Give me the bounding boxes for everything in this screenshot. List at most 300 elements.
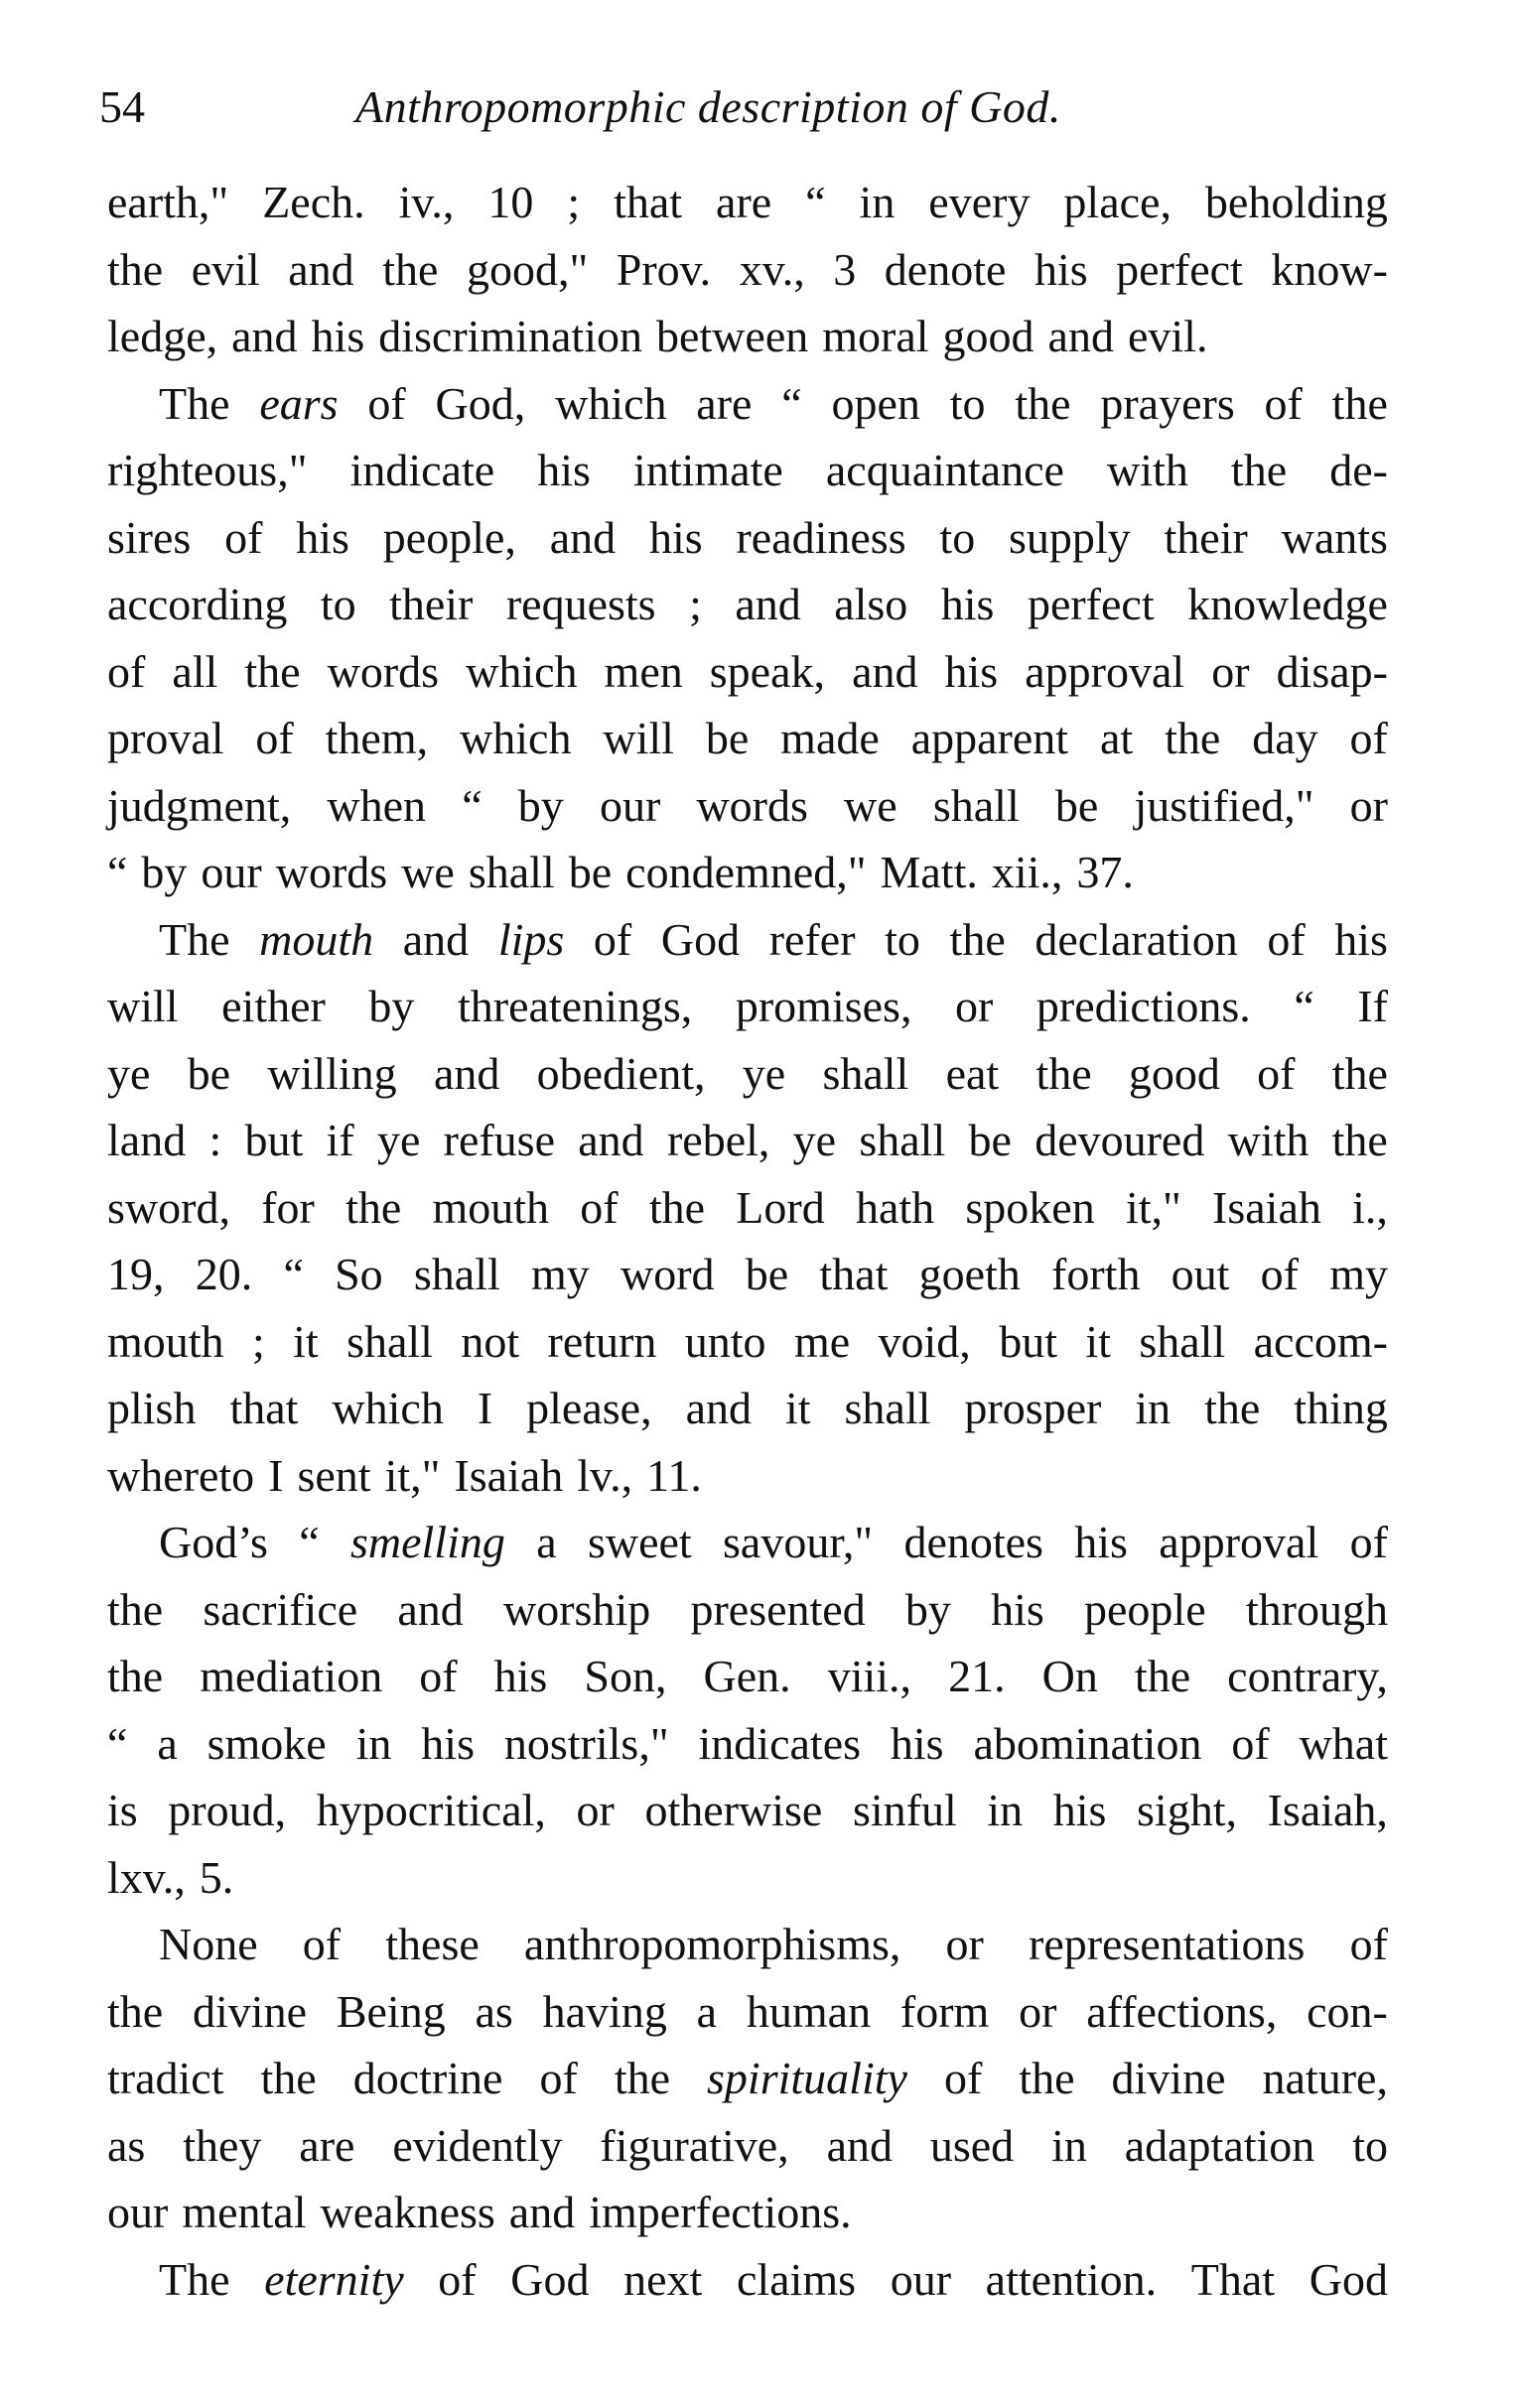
- word: smelling: [349, 1517, 505, 1567]
- word: be: [705, 713, 750, 763]
- word: That: [1190, 2253, 1276, 2305]
- word: intimate: [633, 445, 783, 495]
- word: in: [355, 1717, 392, 1769]
- word: justified,": [1134, 779, 1314, 831]
- running-title: Anthropomorphic description of God.: [355, 81, 1061, 132]
- word: will: [107, 981, 179, 1031]
- word: by: [904, 1583, 951, 1635]
- word: the: [107, 243, 164, 295]
- word: which: [466, 645, 578, 697]
- word: it: [784, 1383, 811, 1433]
- word: iv.,: [398, 177, 455, 227]
- text-line: [107, 1375, 1388, 1442]
- word: prosper: [964, 1383, 1102, 1433]
- word: are: [299, 2119, 355, 2171]
- word: God: [660, 913, 741, 965]
- word: judgment,: [107, 779, 292, 831]
- word: be: [568, 847, 613, 897]
- word: requests: [505, 579, 656, 629]
- word: or: [1019, 1985, 1057, 2037]
- word: supply: [1009, 511, 1131, 563]
- word: also: [834, 579, 908, 629]
- text-line: [107, 1911, 1388, 1978]
- word: ledge,: [107, 311, 218, 361]
- word: are: [716, 177, 772, 227]
- word: lxv.,: [107, 1851, 186, 1903]
- word: viii.,: [827, 1651, 912, 1701]
- word: we: [844, 779, 897, 831]
- word: good: [942, 311, 1034, 361]
- word: earth,": [107, 177, 229, 227]
- word: be: [745, 1249, 789, 1299]
- word: weakness: [320, 2187, 495, 2237]
- word: sent: [297, 1449, 371, 1501]
- word: of: [1264, 377, 1303, 429]
- word: is: [107, 1785, 138, 1835]
- word: his: [991, 1583, 1044, 1635]
- word: his: [940, 579, 995, 629]
- word: form: [899, 1985, 990, 2037]
- word: of: [1260, 1249, 1299, 1299]
- word: his: [1052, 1785, 1107, 1835]
- page-header: [99, 77, 1390, 147]
- word: sweet: [587, 1517, 692, 1567]
- word: 10: [487, 177, 534, 227]
- word: ears: [259, 377, 339, 429]
- word: “: [1294, 981, 1314, 1031]
- word: Lord: [736, 1181, 825, 1233]
- word: approval: [1025, 645, 1185, 697]
- word: it: [1085, 1315, 1111, 1367]
- text-line: [107, 2246, 1388, 2314]
- word: attention.: [985, 2253, 1158, 2305]
- word: in: [859, 177, 896, 227]
- word: predictions.: [1035, 981, 1251, 1031]
- word: eternity: [264, 2253, 404, 2305]
- word: his: [493, 1651, 548, 1701]
- word: I: [268, 1449, 284, 1501]
- word: the: [1331, 1047, 1388, 1099]
- word: to: [949, 377, 986, 429]
- word: anthropomorphisms,: [523, 1919, 901, 1969]
- word: and: [508, 2187, 576, 2237]
- word: and: [433, 1047, 500, 1099]
- word: men: [604, 645, 683, 697]
- text-line: [107, 2045, 1388, 2112]
- word: contrary,: [1227, 1651, 1388, 1701]
- word: claims: [736, 2253, 857, 2305]
- word: which: [555, 377, 667, 429]
- word: of: [943, 2053, 983, 2103]
- word: Son,: [584, 1651, 667, 1701]
- word: willing: [267, 1047, 397, 1099]
- word: divine: [193, 1985, 307, 2037]
- word: denote: [884, 243, 1007, 295]
- word: sight,: [1137, 1785, 1237, 1835]
- word: shall: [822, 1047, 909, 1099]
- word: with: [1107, 445, 1188, 495]
- text-line: [107, 571, 1388, 638]
- word: the: [1204, 1383, 1261, 1433]
- word: return: [547, 1315, 657, 1367]
- word: indicates: [698, 1717, 862, 1769]
- word: his: [1034, 243, 1088, 295]
- word: shall: [346, 1315, 433, 1367]
- word: but: [244, 1115, 304, 1165]
- word: as: [107, 2119, 146, 2171]
- word: devoured: [1034, 1115, 1205, 1165]
- word: divine: [1111, 2053, 1226, 2103]
- word: otherwise: [644, 1785, 823, 1835]
- word: ye: [742, 1047, 786, 1099]
- word: that: [229, 1383, 299, 1433]
- word: people: [1084, 1583, 1206, 1635]
- word: If: [1357, 981, 1388, 1031]
- text-line: [107, 1710, 1388, 1778]
- text-line: [107, 504, 1388, 572]
- word: shall: [859, 1115, 946, 1165]
- word: his: [648, 511, 703, 563]
- word: our: [890, 2253, 952, 2305]
- word: mediation: [200, 1651, 383, 1701]
- word: accom-: [1253, 1315, 1388, 1367]
- word: God: [510, 2253, 590, 2305]
- word: speak,: [709, 645, 826, 697]
- word: the: [107, 1583, 164, 1635]
- word: Prov.: [616, 243, 712, 295]
- word: perfect: [1027, 579, 1155, 629]
- word: my: [531, 1249, 590, 1299]
- word: we: [401, 847, 455, 897]
- word: savour,": [723, 1517, 874, 1567]
- word: nature,: [1262, 2053, 1388, 2103]
- text-line: [107, 1643, 1388, 1710]
- word: refer: [768, 913, 856, 965]
- word: good,": [466, 243, 589, 295]
- word: shall: [1139, 1315, 1226, 1367]
- word: day: [1252, 713, 1318, 763]
- word: made: [780, 713, 880, 763]
- word: please,: [526, 1383, 652, 1433]
- word: the: [1019, 2053, 1075, 2103]
- word: words: [696, 779, 808, 831]
- word: which: [332, 1383, 444, 1433]
- word: his: [296, 511, 349, 563]
- word: :: [208, 1115, 222, 1165]
- word: either: [221, 981, 326, 1031]
- text-line: [107, 370, 1388, 438]
- word: his: [1074, 1517, 1128, 1567]
- word: or: [945, 1919, 984, 1969]
- word: they: [183, 2119, 262, 2171]
- word: be: [1054, 779, 1099, 831]
- word: at: [1099, 713, 1134, 763]
- word: plish: [107, 1383, 197, 1433]
- word: whereto: [107, 1449, 255, 1501]
- word: perfect: [1116, 243, 1243, 295]
- word: of: [539, 2053, 578, 2103]
- word: prayers: [1100, 377, 1235, 429]
- word: or: [955, 981, 994, 1031]
- word: of: [224, 511, 263, 563]
- word: On: [1041, 1651, 1098, 1701]
- word: and: [852, 645, 918, 697]
- word: of: [1257, 1047, 1296, 1099]
- word: the: [1331, 1115, 1388, 1165]
- word: xv.,: [739, 243, 805, 295]
- word: moral: [822, 311, 929, 361]
- word: thing: [1294, 1383, 1388, 1433]
- text-line: [107, 437, 1388, 504]
- word: the: [614, 2053, 671, 2103]
- word: as: [475, 1985, 513, 2037]
- text-line: [107, 906, 1388, 974]
- word: of: [255, 713, 294, 763]
- word: the: [244, 645, 301, 697]
- word: beholding: [1204, 177, 1388, 227]
- word: Isaiah: [454, 1449, 564, 1501]
- word: if: [326, 1115, 354, 1165]
- text-line: [107, 1308, 1388, 1376]
- word: lips: [497, 913, 565, 965]
- word: Isaiah: [1212, 1181, 1321, 1233]
- text-line: [107, 705, 1388, 772]
- word: through: [1245, 1583, 1388, 1635]
- word: out: [1171, 1249, 1230, 1299]
- word: his: [421, 1717, 475, 1769]
- word: and: [685, 1383, 752, 1433]
- word: them,: [325, 713, 429, 763]
- word: ye: [376, 1115, 421, 1165]
- word: between: [655, 311, 809, 361]
- word: of: [580, 1181, 619, 1233]
- word: and: [549, 511, 617, 563]
- word: tradict: [107, 2053, 224, 2103]
- word: The: [159, 2253, 230, 2305]
- word: are: [696, 377, 753, 429]
- word: “: [781, 377, 802, 429]
- word: the: [1035, 1047, 1092, 1099]
- word: of: [1349, 713, 1388, 763]
- word: our: [201, 847, 262, 897]
- word: of: [367, 377, 406, 429]
- word: me: [793, 1315, 851, 1367]
- word: his: [944, 645, 999, 697]
- word: 37.: [1076, 847, 1134, 897]
- word: that: [819, 1249, 889, 1299]
- word: or: [576, 1785, 615, 1835]
- word: ;: [689, 579, 702, 629]
- word: what: [1299, 1717, 1388, 1769]
- word: con-: [1307, 1985, 1388, 2037]
- text-line: [107, 1509, 1388, 1576]
- word: in: [1135, 1383, 1172, 1433]
- word: readiness: [736, 511, 906, 563]
- word: God’s: [159, 1517, 268, 1567]
- word: by: [517, 779, 564, 831]
- word: spoken: [965, 1181, 1095, 1233]
- word: righteous,": [107, 445, 308, 495]
- text-line: [107, 973, 1388, 1040]
- word: evidently: [392, 2119, 563, 2171]
- word: discrimination: [378, 311, 642, 361]
- word: and: [231, 311, 298, 361]
- word: for: [261, 1181, 315, 1233]
- word: evil: [191, 243, 260, 295]
- word: place,: [1063, 177, 1172, 227]
- word: the: [1134, 1651, 1191, 1701]
- word: the: [1015, 377, 1071, 429]
- word: of: [593, 913, 632, 965]
- word: worship: [503, 1583, 651, 1635]
- word: a: [157, 1717, 178, 1769]
- word: by: [141, 847, 188, 897]
- word: refuse: [443, 1115, 555, 1165]
- word: God,: [435, 377, 526, 429]
- word: sacrifice: [203, 1583, 358, 1635]
- word: 3: [833, 243, 857, 295]
- word: ;: [567, 177, 581, 227]
- word: doctrine: [352, 2053, 503, 2103]
- word: mouth: [259, 913, 374, 965]
- text-line: [107, 1040, 1388, 1108]
- word: know-: [1271, 243, 1388, 295]
- text-line: [107, 236, 1388, 304]
- word: a: [696, 1985, 718, 2037]
- word: which: [460, 713, 572, 763]
- word: knowledge: [1187, 579, 1388, 629]
- word: condemned,": [625, 847, 867, 897]
- word: or: [1349, 779, 1388, 831]
- word: unto: [684, 1315, 766, 1367]
- word: imperfections.: [589, 2187, 852, 2237]
- word: “: [107, 847, 128, 897]
- word: it,": [384, 1449, 441, 1501]
- word: the: [382, 243, 439, 295]
- word: So: [335, 1249, 383, 1299]
- word: our: [599, 779, 661, 831]
- word: rebel,: [666, 1115, 770, 1165]
- word: Zech.: [262, 177, 365, 227]
- word: not: [461, 1315, 520, 1367]
- word: mouth: [432, 1181, 550, 1233]
- word: of: [1349, 1919, 1388, 1969]
- word: ;: [251, 1315, 265, 1367]
- word: and: [826, 2119, 893, 2171]
- word: shall: [932, 779, 1020, 831]
- word: having: [542, 1985, 667, 2037]
- word: Matt.: [880, 847, 978, 897]
- word: smoke: [207, 1717, 327, 1769]
- word: “: [805, 177, 826, 227]
- word: the: [1165, 713, 1221, 763]
- word: i.,: [1352, 1181, 1388, 1233]
- word: when: [327, 779, 427, 831]
- word: apparent: [910, 713, 1069, 763]
- word: the: [1331, 377, 1388, 429]
- word: in: [987, 1785, 1024, 1835]
- word: his: [537, 445, 591, 495]
- word: 20.: [195, 1249, 253, 1299]
- text-line: [107, 772, 1388, 840]
- word: with: [1227, 1115, 1310, 1165]
- word: shall: [413, 1249, 500, 1299]
- word: or: [1211, 645, 1250, 697]
- word: in: [1051, 2119, 1087, 2171]
- word: to: [885, 913, 920, 965]
- word: indicate: [349, 445, 495, 495]
- word: the: [648, 1181, 706, 1233]
- word: every: [928, 177, 1031, 227]
- word: words: [275, 847, 388, 897]
- word: human: [746, 1985, 872, 2037]
- word: of: [107, 645, 146, 697]
- word: his: [311, 311, 365, 361]
- word: of: [1267, 913, 1306, 965]
- word: good: [1128, 1047, 1220, 1099]
- text-line: [107, 303, 1388, 370]
- word: all: [172, 645, 218, 697]
- word: shall: [468, 847, 555, 897]
- word: and: [397, 1583, 464, 1635]
- word: that: [614, 177, 683, 227]
- word: 5.: [199, 1851, 234, 1903]
- text-line: [107, 169, 1388, 236]
- word: of: [1231, 1717, 1270, 1769]
- word: obedient,: [536, 1047, 706, 1099]
- page-number: 54: [99, 81, 145, 132]
- word: ye: [107, 1047, 151, 1099]
- word: the: [345, 1181, 402, 1233]
- word: Isaiah,: [1267, 1785, 1388, 1835]
- word: by: [368, 981, 415, 1031]
- text-line: [107, 1107, 1388, 1174]
- word: sinful: [852, 1785, 957, 1835]
- word: de-: [1329, 445, 1388, 495]
- word: sword,: [107, 1181, 230, 1233]
- word: his: [1334, 913, 1388, 965]
- word: acquaintance: [825, 445, 1064, 495]
- body-text: [107, 169, 1388, 2313]
- word: proud,: [168, 1785, 287, 1835]
- word: our: [107, 2187, 169, 2237]
- word: shall: [844, 1383, 931, 1433]
- word: evil.: [1127, 311, 1208, 361]
- word: representations: [1029, 1919, 1306, 1969]
- word: The: [159, 913, 230, 965]
- word: “: [107, 1717, 128, 1769]
- word: presented: [690, 1583, 866, 1635]
- word: be: [187, 1047, 231, 1099]
- word: sires: [107, 511, 192, 563]
- word: land: [107, 1115, 187, 1165]
- word: proval: [107, 713, 224, 763]
- word: according: [107, 579, 288, 629]
- word: wants: [1281, 511, 1388, 563]
- word: “: [462, 779, 483, 831]
- word: forth: [1051, 1249, 1141, 1299]
- word: lv.,: [577, 1449, 633, 1501]
- word: words: [327, 645, 440, 697]
- word: the: [949, 913, 1006, 965]
- word: word: [621, 1249, 715, 1299]
- word: Gen.: [703, 1651, 791, 1701]
- text-line: [107, 2179, 1388, 2246]
- word: their: [389, 579, 474, 629]
- word: spirituality: [707, 2053, 907, 2103]
- word: of: [1349, 1517, 1388, 1567]
- word: of: [438, 2253, 477, 2305]
